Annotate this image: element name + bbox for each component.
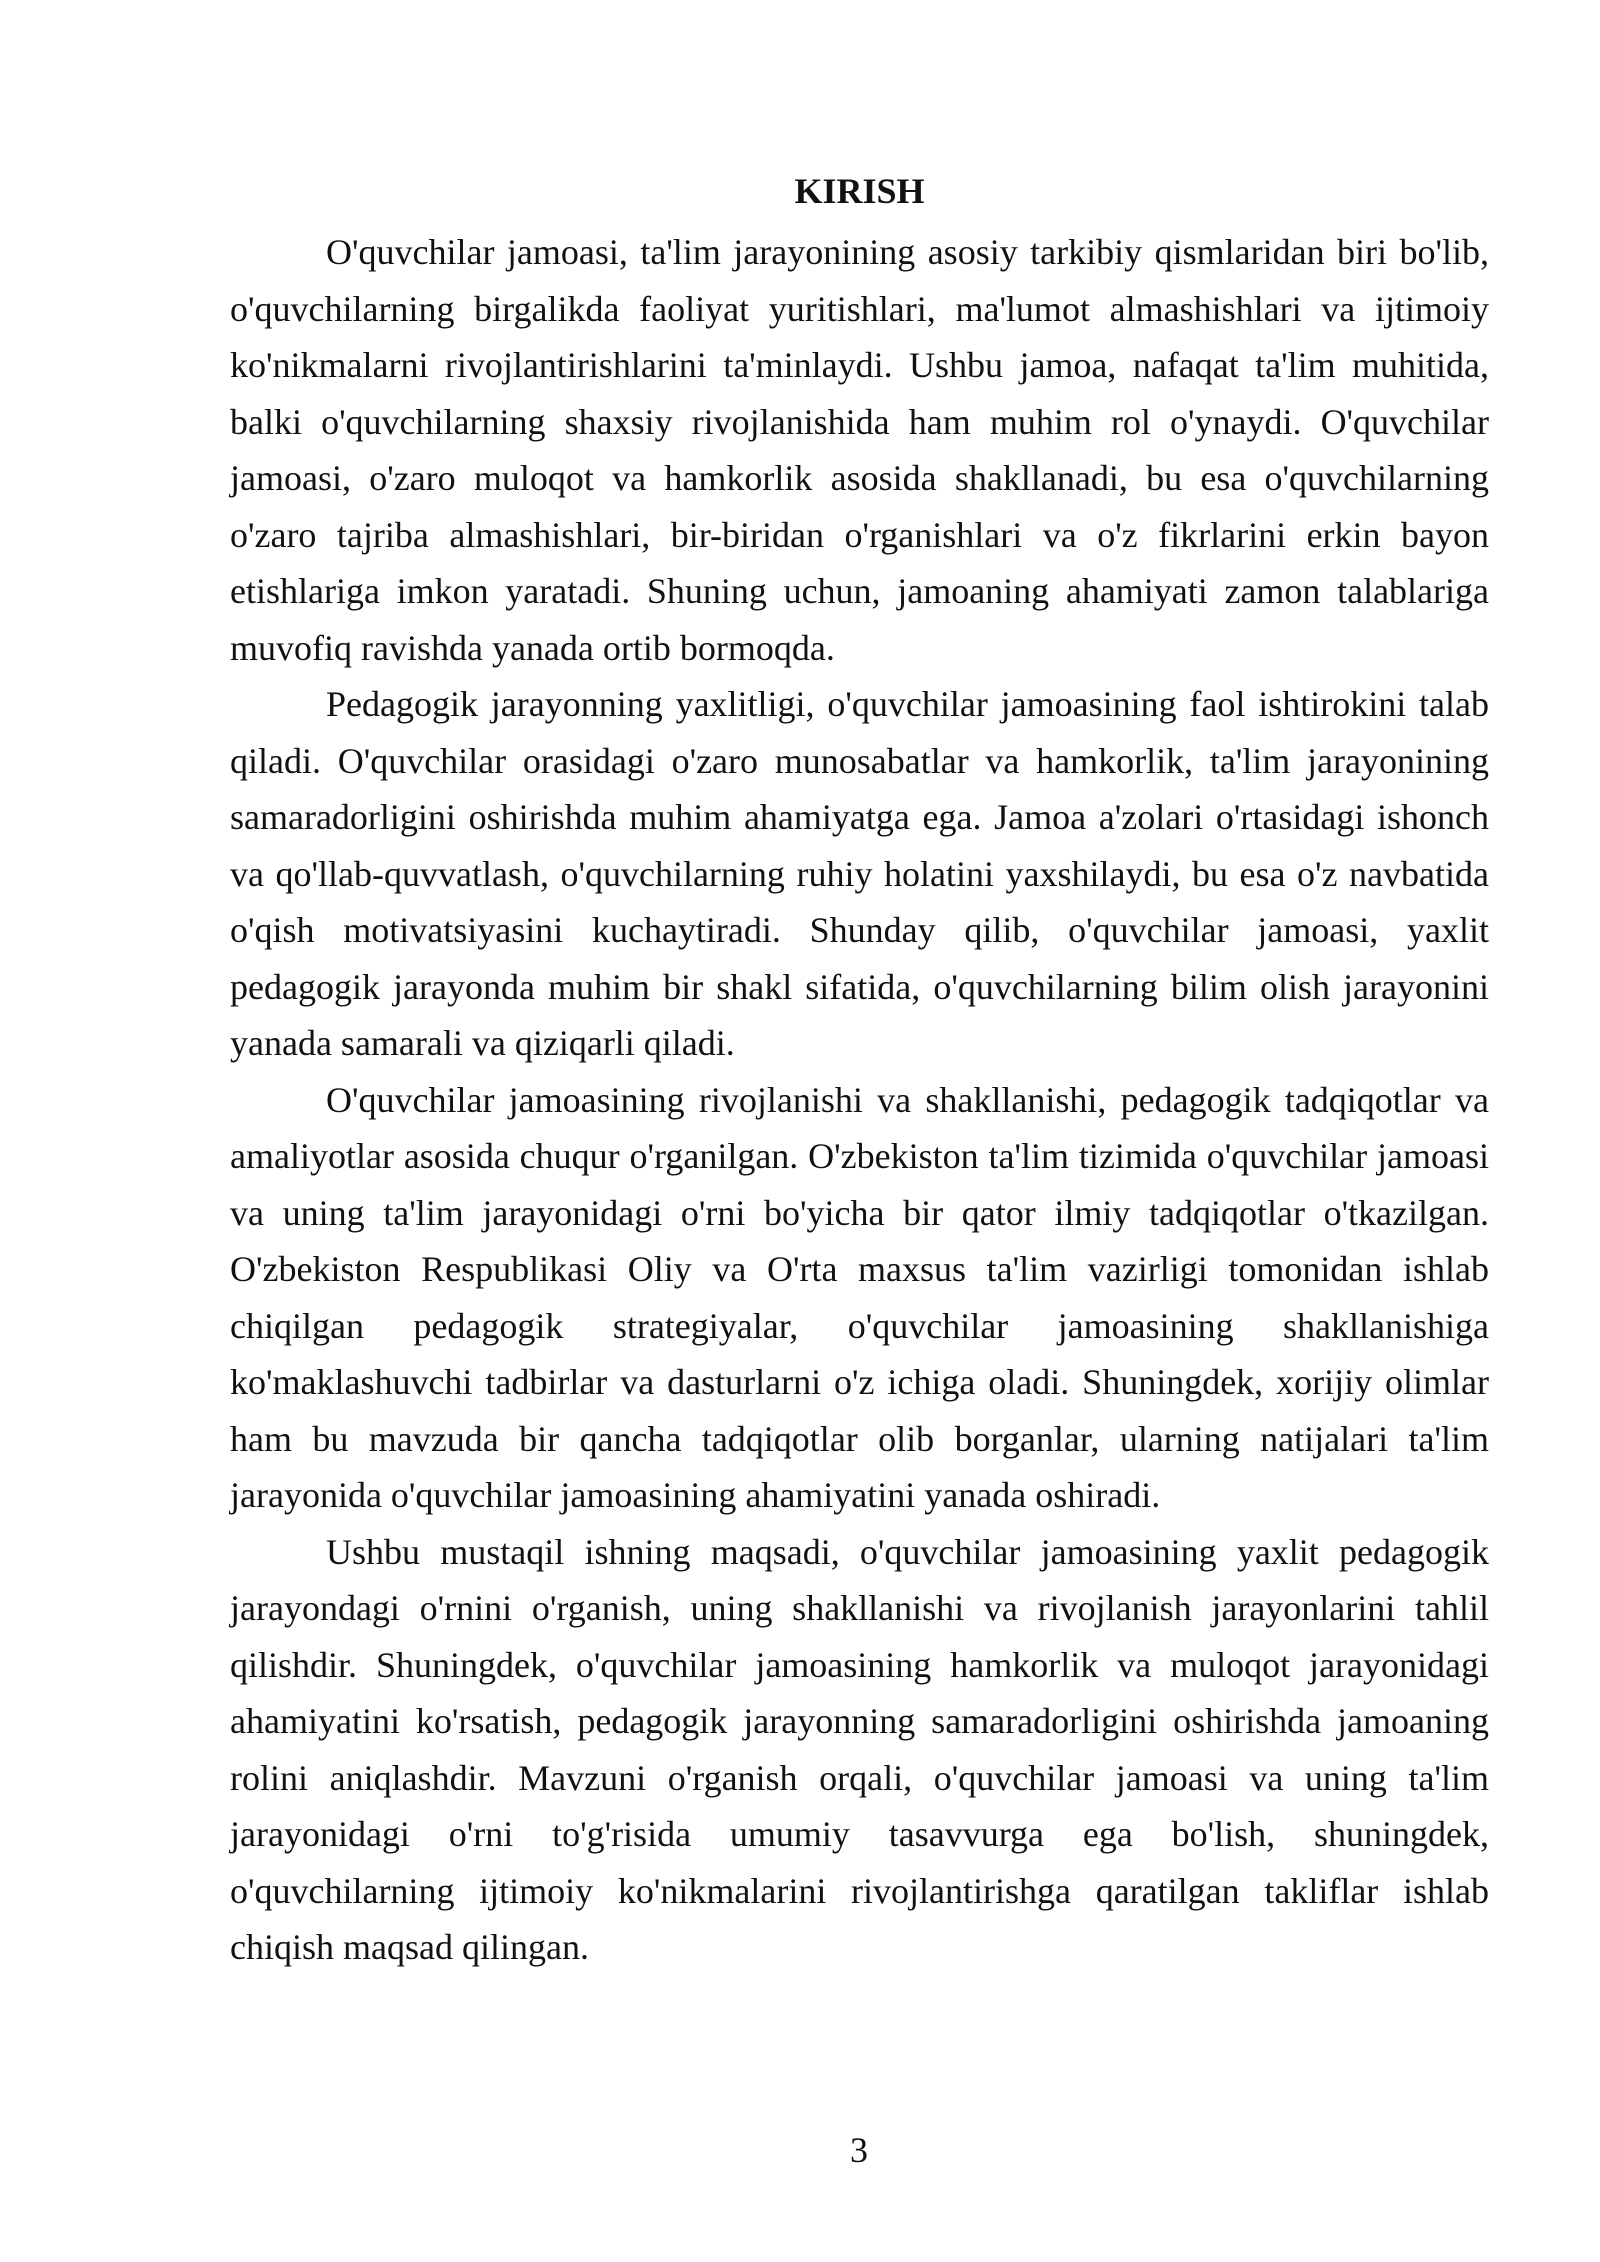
paragraph-4: Ushbu mustaqil ishning maqsadi, o'quvchilar jamoasining yaxlit pedagogik jarayondagi o'rnini o'rganish, uning shakllanishi va rivojlanish jarayonlarini tahlil qilishdir. Shuningdek, o'quvchilar jamoasining hamkorlik va muloqot jarayonidagi ahamiyatini ko'rsatish, pedagogik jarayonning samaradorligini oshirishda jamoaning rolini aniqlashdir. Mavzuni o'rganish orqali, o'quvchilar jamoasi va uning ta'lim jarayonidagi o'rni to'g'risida umumiy tasavvurga ega bo'lish, shuningdek, o'quvchilarning ijtimoiy ko'nikmalarini rivojlantirishga qaratilgan takliflar ishlab chiqish maqsad qilingan. bbox=[230, 1531, 1489, 1967]
paragraph-3: O'quvchilar jamoasining rivojlanishi va shakllanishi, pedagogik tadqiqotlar va amaliyotlar asosida chuqur o'rganilgan. O'zbekiston ta'lim tizimida o'quvchilar jamoasi va uning ta'lim jarayonidagi o'rni bo'yicha bir qator ilmiy tadqiqotlar o'tkazilgan. O'zbekiston Respublikasi Oliy va O'rta maxsus ta'lim vazirligi tomonidan ishlab chiqilgan pedagogik strategiyalar, o'quvchilar jamoasining shakllanishiga ko'maklashuvchi tadbirlar va dasturlarni o'z ichiga oladi. Shuningdek, xorijiy olimlar ham bu mavzuda bir qancha tadqiqotlar olib borganlar, ularning natijalari ta'lim jarayonida o'quvchilar jamoasining ahamiyatini yanada oshiradi. bbox=[230, 1079, 1489, 1515]
paragraph-2: Pedagogik jarayonning yaxlitligi, o'quvchilar jamoasining faol ishtirokini talab qiladi. O'quvchilar orasidagi o'zaro munosabatlar va hamkorlik, ta'lim jarayonining samaradorligini oshirishda muhim ahamiyatga ega. Jamoa a'zolari o'rtasidagi ishonch va qo'llab-quvvatlash, o'quvchilarning ruhiy holatini yaxshilaydi, bu esa o'z navbatida o'qish motivatsiyasini kuchaytiradi. Shunday qilib, o'quvchilar jamoasi, yaxlit pedagogik jarayonda muhim bir shakl sifatida, o'quvchilarning bilim olish jarayonini yanada samarali va qiziqarli qiladi. bbox=[230, 684, 1489, 1063]
page-content bbox=[230, 163, 1489, 1976]
paragraph-1: O'quvchilar jamoasi, ta'lim jarayonining asosiy tarkibiy qismlaridan biri bo'lib, o'quvchilarning birgalikda faoliyat yuritishlari, ma'lumot almashishlari va ijtimoiy ko'nikmalarni rivojlantirishlarini ta'minlaydi. Ushbu jamoa, nafaqat ta'lim muhitida, balki o'quvchilarning shaxsiy rivojlanishida ham muhim rol o'ynaydi. O'quvchilar jamoasi, o'zaro muloqot va hamkorlik asosida shakllanadi, bu esa o'quvchilarning o'zaro tajriba almashishlari, bir-biridan o'rganishlari va o'z fikrlarini erkin bayon etishlariga imkon yaratadi. Shuning uchun, jamoaning ahamiyati zamon talablariga muvofiq ravishda yanada ortib bormoqda. bbox=[230, 232, 1489, 668]
section-title: KIRISH bbox=[794, 171, 925, 211]
page-number: 3 bbox=[850, 2130, 868, 2170]
